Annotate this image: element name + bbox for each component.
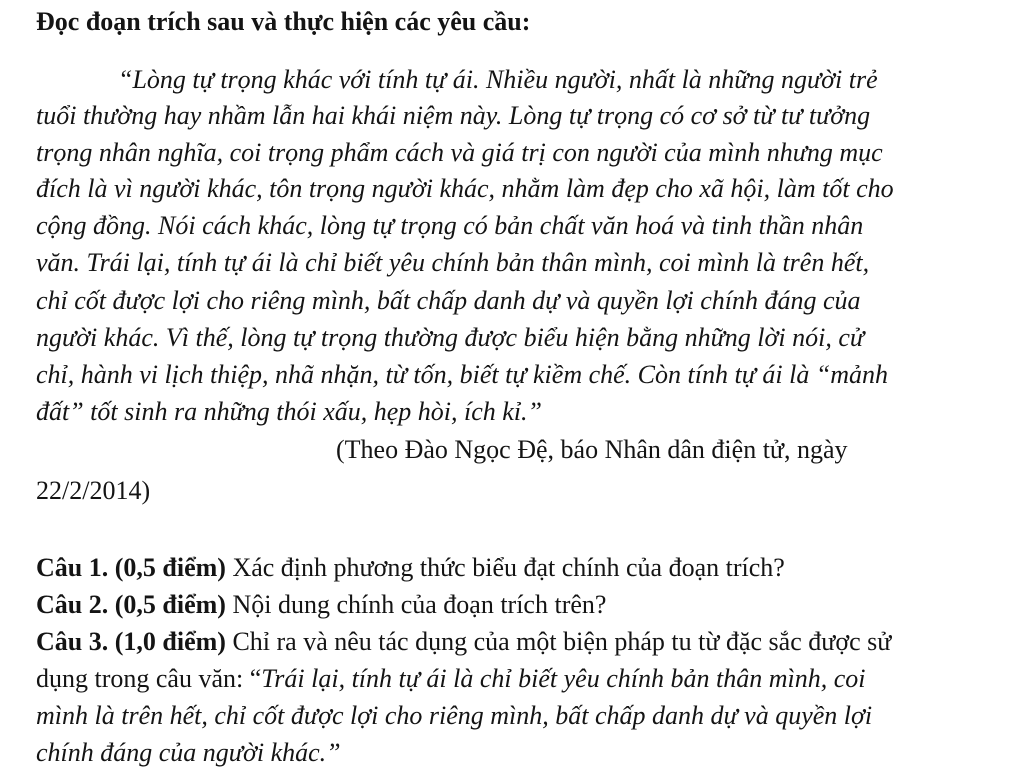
source-citation: (Theo Đào Ngọc Đệ, báo Nhân dân điện tử, ngày: [336, 435, 848, 464]
question-1-text: Xác định phương thức biểu đạt chính của đoạn trích?: [225, 553, 785, 582]
question-3-line-3: mình là trên hết, chỉ cốt được lợi cho riêng mình, bất chấp danh dự và quyền lợi: [36, 701, 873, 730]
passage-line: chỉ cốt được lợi cho riêng mình, bất chấp danh dự và quyền lợi chính đáng của: [36, 286, 861, 315]
question-3-text: Chỉ ra và nêu tác dụng của một biện pháp tu từ đặc sắc được sử: [225, 627, 892, 656]
passage-line: đích là vì người khác, tôn trọng người khác, nhằm làm đẹp cho xã hội, làm tốt cho: [36, 174, 894, 203]
question-3-quote: Trái lại, tính tự ái là chỉ biết yêu chính bản thân mình, coi: [261, 664, 866, 693]
question-3-line-4: chính đáng của người khác.”: [36, 738, 341, 767]
question-3: [36, 624, 1024, 660]
passage-line: “Lòng tự trọng khác với tính tự ái. Nhiều người, nhất là những người trẻ: [118, 65, 878, 94]
instruction-heading: Đọc đoạn trích sau và thực hiện các yêu cầu:: [36, 7, 531, 36]
question-3-label: Câu 3. (1,0 điểm): [36, 627, 226, 656]
passage-line: trọng nhân nghĩa, coi trọng phẩm cách và giá trị con người của mình nhưng mục: [36, 138, 883, 167]
passage-line: đất” tốt sinh ra những thói xấu, hẹp hòi, ích kỉ.”: [36, 397, 543, 426]
question-3-text-cont: dụng trong câu văn: “: [36, 664, 262, 693]
passage-line: tuổi thường hay nhầm lẫn hai khái niệm này. Lòng tự trọng có cơ sở từ tư tưởng: [36, 101, 871, 130]
source-date: 22/2/2014): [36, 476, 151, 505]
passage-line: người khác. Vì thế, lòng tự trọng thường được biểu hiện bằng những lời nói, cử: [36, 323, 865, 352]
question-3-line-2: [36, 661, 1024, 697]
question-2-text: Nội dung chính của đoạn trích trên?: [225, 590, 607, 619]
question-2: [36, 587, 1024, 623]
question-1-label: Câu 1. (0,5 điểm): [36, 553, 226, 582]
question-2-label: Câu 2. (0,5 điểm): [36, 590, 226, 619]
question-1: [36, 550, 1024, 586]
passage-line: cộng đồng. Nói cách khác, lòng tự trọng có bản chất văn hoá và tinh thần nhân: [36, 211, 864, 240]
passage-line: văn. Trái lại, tính tự ái là chỉ biết yêu chính bản thân mình, coi mình là trên hết,: [36, 248, 870, 277]
passage-line: chỉ, hành vi lịch thiệp, nhã nhặn, từ tốn, biết tự kiềm chế. Còn tính tự ái là “mảnh: [36, 360, 889, 389]
